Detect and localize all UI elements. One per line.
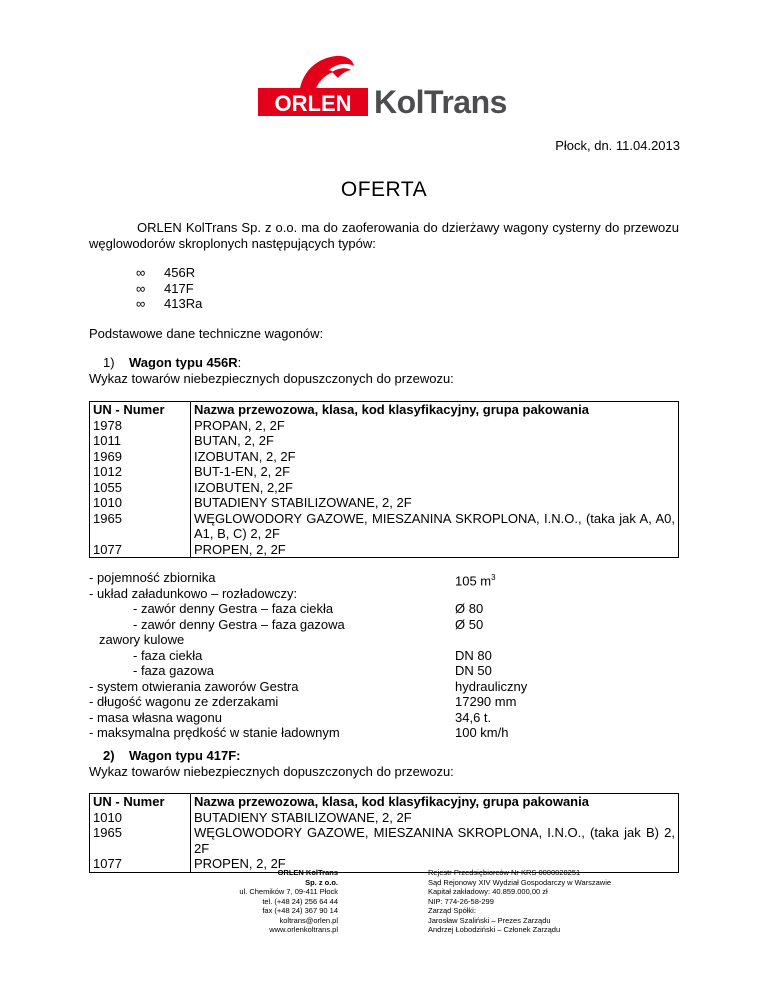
bullet-icon: ∞ [136, 280, 146, 296]
table-row: 1010 BUTADIENY STABILIZOWANE, 2, 2F [90, 810, 679, 826]
section-2-heading: 2) Wagon typu 417F: Wykaz towarów niebezpiecznych dopuszczonych do przewozu: [89, 748, 454, 779]
section-1-heading: 1) Wagon typu 456R: Wykaz towarów niebezpiecznych dopuszczonych do przewozu: [89, 355, 454, 386]
wagon-types-list [136, 265, 202, 312]
section-1-title: Wagon typu 456R [129, 355, 238, 370]
spec-row: - zawór denny Gestra – faza gazowa Ø 50 [133, 616, 484, 632]
table-row: 1010 BUTADIENY STABILIZOWANE, 2, 2F [90, 495, 679, 511]
spec-row: - długość wagonu ze zderzakami 17290 mm [89, 694, 517, 709]
un-table-456r [89, 401, 679, 558]
footer-registry: Rejestr Przedsiębiorców Nr KRS 0000028251 Sąd Rejonowy XIV Wydział Gospodarczy w Warszawie Kapitał zakładowy: 40.859.000,00 zł NIP: 774-26-58-299 Zarząd Spółki: Jarosław Szaliński – Prezes Zarządu Andrzej Łobodziński – Członek Zarządu [428, 868, 612, 934]
koltrans-wordmark: KolTrans [374, 84, 507, 120]
technical-specs [89, 570, 689, 741]
list-item: ∞ 417F [136, 280, 194, 296]
spec-row: - faza ciekła DN 80 [133, 647, 492, 663]
table-row: 1055 IZOBUTEN, 2,2F [90, 480, 679, 496]
list-item: ∞ 456R [136, 265, 196, 280]
table-row: 1077 PROPEN, 2, 2F [90, 856, 679, 872]
spec-row: - zawór denny Gestra – faza ciekła Ø 80 [133, 601, 484, 616]
table-row: 1012 BUT-1-EN, 2, 2F [90, 464, 679, 480]
section-2-title: Wagon typu 417F: [129, 748, 241, 763]
spec-row: - system otwierania zaworów Gestra hydrauliczny [89, 678, 528, 694]
footer-contact: ORLEN KolTrans Sp. z o.o. ul. Chemików 7, 09-411 Płock tel. (+48 24) 256 64 44 fax (+48 24) 367 90 14 koltrans@orlen.pl www.orlenkoltrans.pl [239, 868, 338, 934]
spec-row: - faza gazowa DN 50 [133, 663, 492, 678]
spec-row: zawory kulowe [99, 632, 185, 647]
table-header-row: UN - Numer Nazwa przewozowa, klasa, kod klasyfikacyjny, grupa pakowania [90, 402, 679, 418]
orlen-wordmark: ORLEN [258, 88, 368, 116]
company-logo [258, 52, 518, 124]
intro-paragraph [89, 220, 679, 252]
spec-row: - pojemność zbiornika 105 $m^3$ [89, 570, 496, 589]
intro-text: ORLEN KolTrans Sp. z o.o. ma do zaoferowania do dzierżawy wagony cysterny do przewozu węglowodorów skroplonych następujących typów: [89, 220, 679, 251]
table-row: 1077 PROPEN, 2, 2F [90, 542, 679, 558]
spec-row: - układ załadunkowo – rozładowczy: [89, 585, 298, 601]
orlen-eagle-icon [296, 52, 356, 90]
document-title: OFERTA [340, 178, 428, 201]
spec-row: - maksymalna prędkość w stanie ładownym 100 km/h [89, 725, 509, 740]
un-table-417f [89, 793, 679, 873]
table-row: 1011 BUTAN, 2, 2F [90, 433, 679, 449]
table-row: 1965 WĘGLOWODORY GAZOWE, MIESZANINA SKROPLONA, I.N.O., (taka jak B) 2, 2F [90, 825, 679, 856]
spec-row: - masa własna wagonu 34,6 t. [89, 709, 492, 725]
table-row: 1969 IZOBUTAN, 2, 2F [90, 449, 679, 465]
table-row: 1978 PROPAN, 2, 2F [90, 418, 679, 434]
list-item: ∞ 413Ra [136, 296, 203, 311]
table-row: 1965 WĘGLOWODORY GAZOWE, MIESZANINA SKROPLONA, I.N.O., (taka jak A, A0, A1, B, C) 2, 2F [90, 511, 679, 542]
bullet-icon: ∞ [136, 265, 146, 280]
section-1-subtitle: Wykaz towarów niebezpiecznych dopuszczonych do przewozu: [89, 371, 454, 386]
document-date: Płock, dn. 11.04.2013 [555, 138, 680, 153]
bullet-icon: ∞ [136, 296, 146, 311]
section-2-subtitle: Wykaz towarów niebezpiecznych dopuszczonych do przewozu: [89, 764, 454, 779]
table-header-row: UN - Numer Nazwa przewozowa, klasa, kod klasyfikacyjny, grupa pakowania [90, 794, 679, 810]
basic-data-label: Podstawowe dane techniczne wagonów: [89, 326, 324, 341]
